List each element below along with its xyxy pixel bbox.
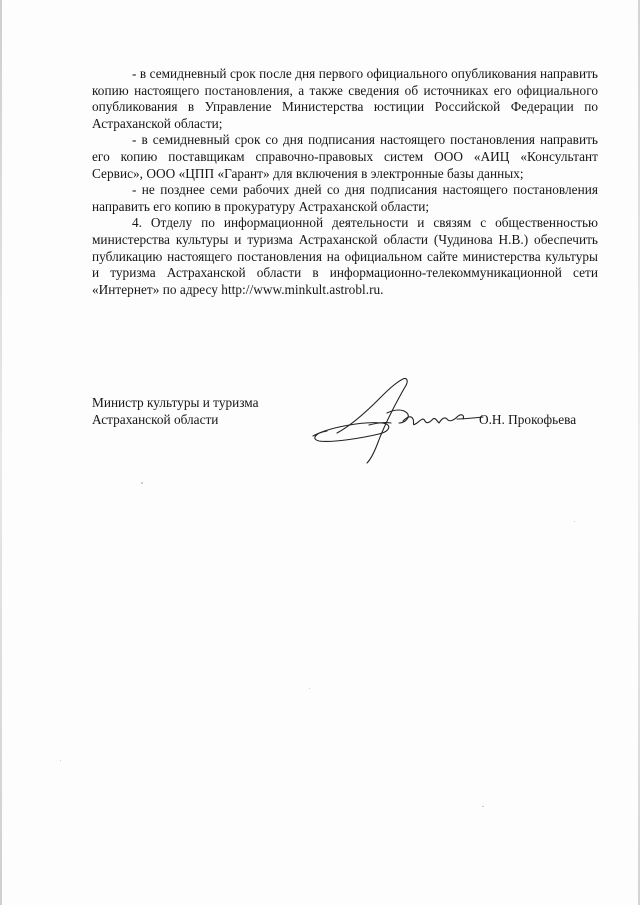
scan-speck (482, 806, 484, 807)
paragraph-prosecutor-office: - не позднее семи рабочих дней со дня подписания настоящего постановления направить его копию в прокуратуру Астраханской области; (92, 182, 598, 214)
document-body (92, 66, 598, 298)
paragraph-legal-systems: - в семидневный срок со дня подписания настоящего постановления направить его копию поставщикам справочно-правовых систем ООО «АИЦ «Консультант Сервис», ООО «ЦПП «Гарант» для включения в электронные базы данных; (92, 132, 598, 181)
handwritten-signature (307, 373, 487, 465)
signatory-title (92, 395, 259, 428)
signatory-title-line-2: Астраханской области (92, 411, 219, 427)
signatory-title-line-1: Министр культуры и туризма (92, 395, 259, 410)
scan-speck (309, 688, 310, 689)
scan-speck (60, 760, 61, 761)
scan-edge-left (0, 0, 2, 905)
paragraph-publication-ministry-justice: - в семидневный срок после дня первого официального опубликования направить копию настоящего постановления, а также сведения об источниках его официального опубликования в Управление Министерства юстиции Российской Федерации по Астраханской области; (92, 66, 598, 131)
signature-block (92, 395, 598, 465)
signatory-name: О.Н. Прокофьева (479, 412, 577, 427)
paragraph-website-publication: 4. Отделу по информационной деятельности и связям с общественностью министерства культуры и туризма Астраханской области (Чудинова Н.В.) обеспечить публикацию настоящего постановления на официальном сайте министерства культуры и туризма Астраханской области в информационно-телекоммуникационной сети «Интернет» по адресу http://www.minkult.astrobl.ru. (92, 215, 598, 297)
scan-speck (141, 482, 143, 484)
scan-speck (574, 521, 575, 522)
